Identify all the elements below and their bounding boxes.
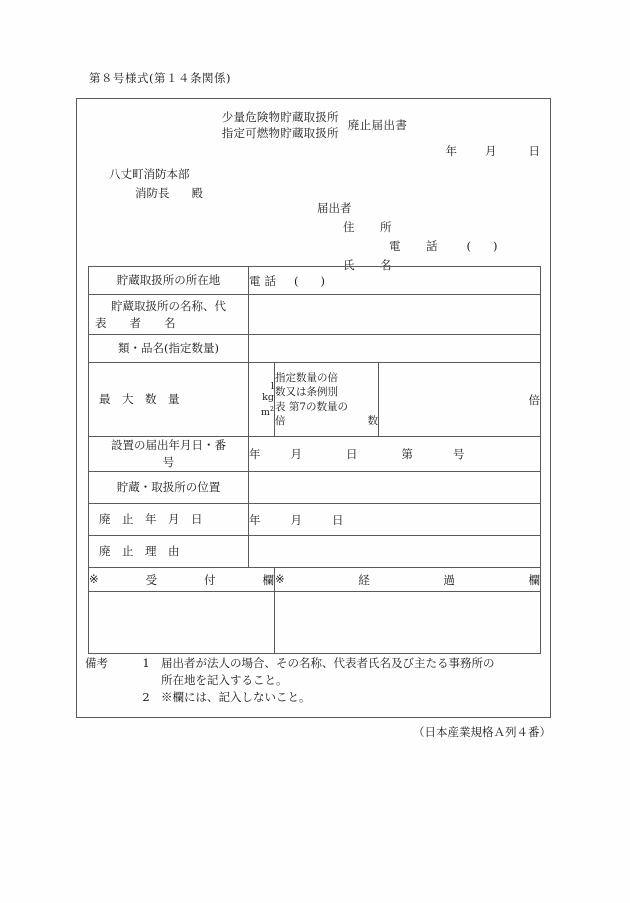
applicant-label: 届出者 [317,201,352,215]
form-table [88,266,541,654]
applicant-tel-line [389,237,498,256]
applicant-address-label: 住 所 [343,220,399,234]
abolition-date-year: 年 [249,512,261,527]
label-location: 貯蔵取扱所の所在地 [89,267,249,295]
label-install-notice [89,437,249,472]
reception-char3: 欄 [262,572,274,587]
submission-date-day: 日 [528,144,540,158]
table-row-abolition-reason [89,536,541,568]
jis-paper-size-note: （日本産業規格Ａ列４番） [413,725,551,739]
applicant-name-label: 氏 名 [343,258,399,272]
reception-char2: 付 [204,572,216,587]
applicant-tel-paren [467,239,498,253]
table-row-location [89,267,541,295]
submission-date-month: 月 [485,144,497,158]
applicant-tel-label: 電 話 [389,239,445,253]
label-max-quantity [89,363,249,437]
value-abolition-reason[interactable] [249,536,541,568]
install-notice-year: 年 [249,447,261,461]
value-location[interactable] [249,267,541,295]
submission-date-line [77,143,540,159]
multiplier-head-line2: 数又は条例別 [275,386,338,398]
remarks-item-1-text: 届出者が法人の場合、その名称、代表者氏名及び主たる事務所の [161,656,495,670]
remarks-item-1-number: 1 [142,656,150,670]
unit-square-meter: $m^2$ [260,404,274,418]
multiplier-head-line4b: 数 [367,415,378,427]
table-row-official-headers [89,568,541,592]
progress-mark: ※ [275,571,285,586]
unit-liter: l [270,380,274,392]
value-abolition-date[interactable] [249,504,541,536]
submission-date-year: 年 [445,144,457,158]
table-row-abolition-date [89,504,541,536]
remarks-item-1-continuation: 所在地を記入すること。 [161,673,288,687]
value-class-product[interactable] [249,335,541,363]
label-facility-name-line1: 貯蔵取扱所の名称、代 [111,298,226,313]
label-install-notice-line1: 設置の届出年月日・番 [111,438,226,452]
remarks-item-2 [85,689,545,706]
label-facility-position: 貯蔵・取扱所の位置 [89,472,249,504]
multiplier-head-line1: 指定数量の倍 [275,371,338,384]
label-install-notice-line2: 号 [162,455,175,469]
label-multiplier-head [275,363,379,437]
location-tel-open: ( [294,273,299,288]
label-reception-section [89,568,275,592]
unit-kilogram: kg [262,392,274,404]
value-install-notice[interactable] [249,437,541,472]
progress-char3: 欄 [528,572,541,587]
table-row-class-product [89,335,541,363]
progress-section-chars [275,572,540,588]
table-row-official-bodies [89,592,541,654]
label-facility-name-line2: 表 者 名 [95,315,176,330]
addressee-honorific: 殿 [191,186,203,200]
abolition-date-day: 日 [332,512,344,527]
label-max-quantity-text: 最 大 数 量 [99,392,180,406]
label-abolition-reason-text: 廃 止 理 由 [99,544,180,558]
table-row-facility-position [89,472,541,504]
remarks-heading: 備考 [85,656,108,670]
progress-char1: 経 [358,572,370,587]
form-header-block [77,99,552,272]
install-notice-number-suffix: 号 [453,447,465,461]
label-progress-section [275,568,541,592]
addressee-officer: 消防長 [135,186,170,200]
form-title-stack [222,109,339,141]
multiplier-head-line3: 表 第7の数量の [275,400,349,413]
form-title-row [77,109,552,141]
multiplier-unit-label: 倍 [528,392,541,407]
reception-section-chars [89,572,274,588]
addressee-block [109,165,203,203]
label-abolition-reason [89,536,249,568]
install-notice-number-prefix: 第 [401,447,413,461]
label-class-product: 類・品名(指定数量) [89,335,249,363]
form-title-main: 廃止届出書 [347,118,408,132]
abolition-date-month: 月 [290,512,302,527]
form-number-label: 第８号様式(第１４条関係) [89,71,231,85]
label-abolition-date-text: 廃 止 年 月 日 [99,512,203,526]
applicant-tel-close: ) [493,239,498,253]
install-notice-day: 日 [346,447,358,461]
form-outer-frame [76,98,551,718]
install-notice-month: 月 [290,447,302,461]
multiplier-head-line4 [275,414,378,429]
value-progress-section[interactable] [275,592,541,654]
value-reception-section[interactable] [89,592,275,654]
value-facility-name[interactable] [249,295,541,335]
form-title-line2: 指定可燃物貯蔵取扱所 [221,126,339,140]
reception-mark: ※ [89,571,99,586]
table-row-install-notice [89,437,541,472]
value-facility-position[interactable] [249,472,541,504]
label-abolition-date [89,504,249,536]
applicant-tel-open: ( [466,239,471,253]
form-title-line1: 少量危険物貯蔵取扱所 [221,110,339,124]
remarks-item-2-number: 2 [142,690,150,704]
applicant-block [317,199,498,275]
progress-char2: 過 [443,572,455,587]
addressee-officer-line [135,184,203,203]
multiplier-head-line4a: 倍 [275,415,286,427]
reception-char1: 受 [145,572,158,587]
remarks-spacer [85,689,131,706]
location-tel-label: 電話 [249,273,280,288]
remarks-item-2-text: ※欄には、記入しないこと。 [161,690,311,704]
table-row-facility-name [89,295,541,335]
unit-cell-max-quantity [249,363,275,437]
remarks-block [85,655,545,706]
addressee-organization: 八丈町消防本部 [109,167,190,181]
value-multiplier[interactable] [379,363,541,437]
label-facility-name [89,295,249,335]
table-row-max-quantity [89,363,541,437]
remarks-item-1 [85,655,545,672]
location-tel-close: ) [320,273,325,288]
